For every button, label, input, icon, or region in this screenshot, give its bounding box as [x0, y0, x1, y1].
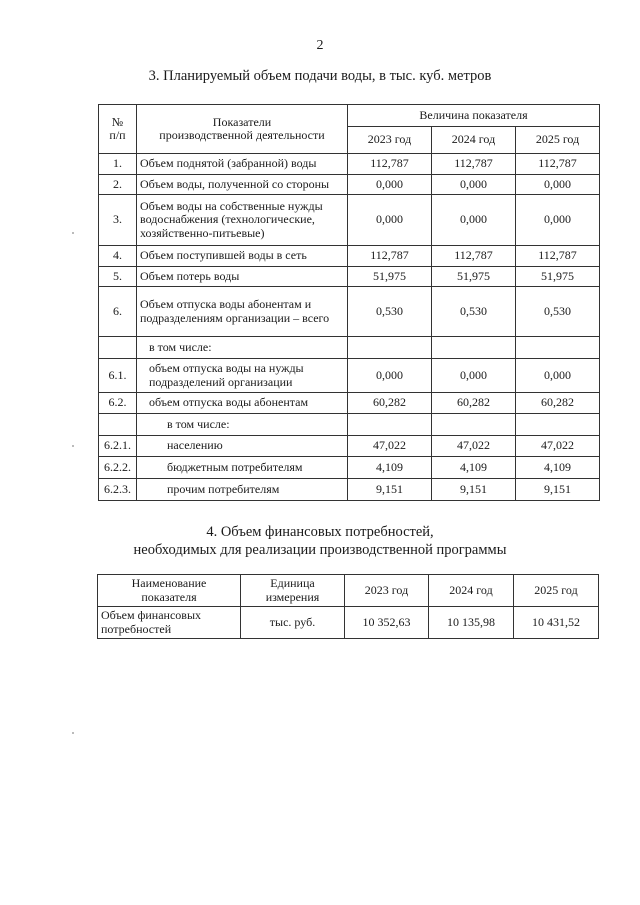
- row-value: 0,000: [432, 175, 516, 195]
- row-value: 47,022: [516, 436, 600, 457]
- row-value: 0,530: [516, 287, 600, 337]
- row-value: 10 135,98: [429, 607, 514, 639]
- row-name: населению: [137, 436, 348, 457]
- row-value: 60,282: [516, 393, 600, 414]
- row-value: 60,282: [432, 393, 516, 414]
- row-value: [516, 337, 600, 359]
- row-num: 2.: [99, 175, 137, 195]
- header-year: 2025 год: [516, 127, 600, 154]
- row-value: [432, 337, 516, 359]
- row-name: Объем воды на собственные нужды водоснабжения (технологические, хозяйственно-питьевые): [137, 195, 348, 246]
- row-num: 5.: [99, 267, 137, 287]
- table-row: [99, 359, 600, 393]
- row-value: 0,000: [348, 359, 432, 393]
- header-indicator: Показатели производственной деятельности: [137, 105, 348, 154]
- row-value: 0,000: [348, 175, 432, 195]
- section4-title-line1: 4. Объем финансовых потребностей,: [206, 524, 434, 540]
- header-year: 2023 год: [348, 127, 432, 154]
- section4-title: [0, 523, 640, 559]
- row-value: [348, 414, 432, 436]
- row-value: 10 431,52: [514, 607, 599, 639]
- row-num: 6.2.3.: [99, 479, 137, 501]
- page-number: 2: [316, 38, 324, 53]
- row-value: 9,151: [516, 479, 600, 501]
- row-name: Объем поднятой (забранной) воды: [137, 154, 348, 175]
- row-value: 4,109: [348, 457, 432, 479]
- section4-title-line2: необходимых для реализации производственной программы: [133, 542, 507, 558]
- row-num: [99, 414, 137, 436]
- row-value: 112,787: [348, 154, 432, 175]
- table-row: [99, 337, 600, 359]
- row-value: 112,787: [432, 154, 516, 175]
- row-value: 9,151: [432, 479, 516, 501]
- row-num: 3.: [99, 195, 137, 246]
- table-row: [99, 154, 600, 175]
- table-row: [98, 607, 599, 639]
- row-value: 0,000: [516, 175, 600, 195]
- row-value: 47,022: [348, 436, 432, 457]
- row-value: [516, 414, 600, 436]
- table-row: [99, 195, 600, 246]
- row-name: Объем отпуска воды абонентам и подразделениям организации – всего: [137, 287, 348, 337]
- row-value: 112,787: [516, 154, 600, 175]
- row-name: объем отпуска воды на нужды подразделений организации: [137, 359, 348, 393]
- row-name: бюджетным потребителям: [137, 457, 348, 479]
- row-num: 4.: [99, 246, 137, 267]
- table-row: [99, 457, 600, 479]
- row-value: 112,787: [516, 246, 600, 267]
- row-value: 0,530: [348, 287, 432, 337]
- row-name: в том числе:: [137, 414, 348, 436]
- row-value: 0,530: [432, 287, 516, 337]
- table-row: [99, 436, 600, 457]
- header-num: № п/п: [99, 105, 137, 154]
- scan-speck: [72, 732, 74, 734]
- table-row: [99, 414, 600, 436]
- table-row: [99, 267, 600, 287]
- header-unit: Единица измерения: [241, 575, 345, 607]
- table-row: [99, 246, 600, 267]
- section3-title: 3. Планируемый объем подачи воды, в тыс. куб. метров: [148, 68, 492, 84]
- row-value: 10 352,63: [345, 607, 429, 639]
- row-value: 0,000: [348, 195, 432, 246]
- row-name: объем отпуска воды абонентам: [137, 393, 348, 414]
- table-row: [99, 393, 600, 414]
- row-num: 6.2.: [99, 393, 137, 414]
- row-value: [348, 337, 432, 359]
- header-value-group: Величина показателя: [348, 105, 600, 127]
- scan-speck: [72, 232, 74, 234]
- row-name: Объем поступившей воды в сеть: [137, 246, 348, 267]
- row-value: 0,000: [516, 195, 600, 246]
- row-name: в том числе:: [137, 337, 348, 359]
- row-value: 51,975: [516, 267, 600, 287]
- row-value: 9,151: [348, 479, 432, 501]
- row-value: 0,000: [516, 359, 600, 393]
- row-value: 0,000: [432, 195, 516, 246]
- row-name: Объем финансовых потребностей: [98, 607, 241, 639]
- row-value: 0,000: [432, 359, 516, 393]
- row-value: 4,109: [516, 457, 600, 479]
- row-value: 4,109: [432, 457, 516, 479]
- row-value: 47,022: [432, 436, 516, 457]
- header-year: 2024 год: [432, 127, 516, 154]
- row-value: 51,975: [348, 267, 432, 287]
- row-value: [432, 414, 516, 436]
- row-value: 112,787: [432, 246, 516, 267]
- water-supply-table: [98, 104, 600, 501]
- scan-speck: [72, 445, 74, 447]
- row-name: Объем потерь воды: [137, 267, 348, 287]
- table-row: [99, 175, 600, 195]
- finance-table: [97, 574, 599, 639]
- header-name: Наименование показателя: [98, 575, 241, 607]
- row-value: 51,975: [432, 267, 516, 287]
- row-num: [99, 337, 137, 359]
- row-value: 60,282: [348, 393, 432, 414]
- row-num: 6.: [99, 287, 137, 337]
- row-num: 6.2.2.: [99, 457, 137, 479]
- row-unit: тыс. руб.: [241, 607, 345, 639]
- table-row: [99, 287, 600, 337]
- header-year: 2024 год: [429, 575, 514, 607]
- row-name: Объем воды, полученной со стороны: [137, 175, 348, 195]
- row-num: 6.1.: [99, 359, 137, 393]
- row-name: прочим потребителям: [137, 479, 348, 501]
- row-num: 1.: [99, 154, 137, 175]
- header-year: 2025 год: [514, 575, 599, 607]
- row-value: 112,787: [348, 246, 432, 267]
- table-row: [99, 479, 600, 501]
- row-num: 6.2.1.: [99, 436, 137, 457]
- header-year: 2023 год: [345, 575, 429, 607]
